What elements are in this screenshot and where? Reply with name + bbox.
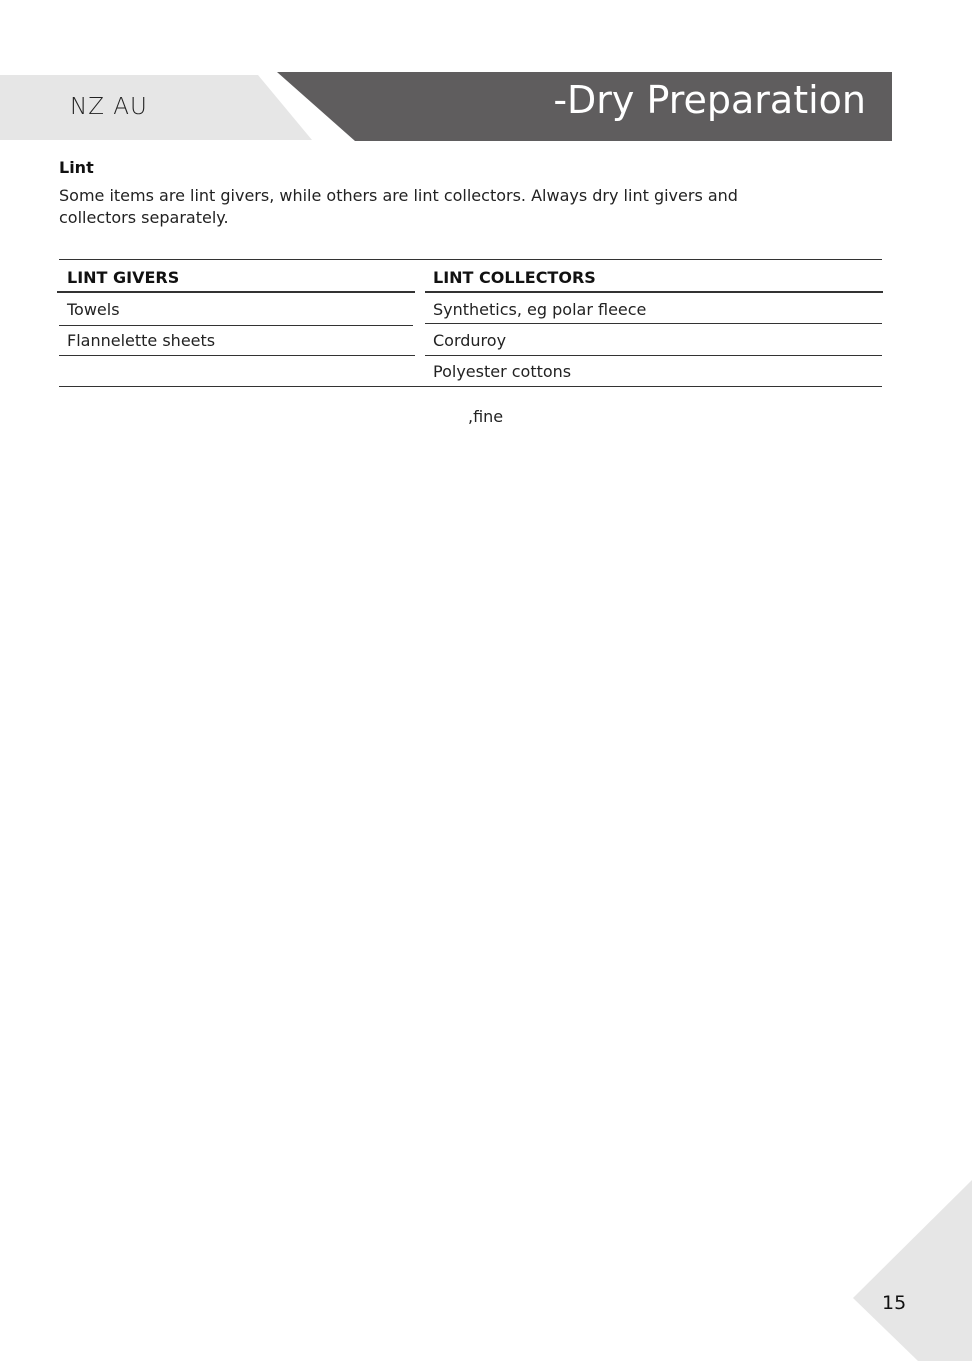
section-heading: Lint <box>59 158 94 177</box>
collector-item: Polyester cottons <box>433 362 572 381</box>
header-rule-left <box>57 291 415 293</box>
corner-tab <box>853 1180 972 1361</box>
collector-item: Synthetics, eg polar fleece <box>433 300 647 319</box>
table-bottom-rule <box>59 386 882 387</box>
header-lint-givers: LINT GIVERS <box>67 268 180 287</box>
header-lint-collectors: LINT COLLECTORS <box>433 268 596 287</box>
table-top-rule <box>59 259 882 260</box>
collector-item: Corduroy <box>433 331 507 350</box>
header-rule-right <box>425 291 883 293</box>
stray-text: ,fine <box>468 407 504 426</box>
row-rule-right <box>425 323 882 324</box>
region-tab <box>0 75 330 140</box>
giver-item: Flannelette sheets <box>67 331 216 350</box>
page-number: 15 <box>882 1292 907 1314</box>
page-title: -Dry Preparation <box>553 78 866 122</box>
row-rule-left <box>59 325 413 326</box>
row-rule-right <box>425 355 882 356</box>
intro-paragraph: Some items are lint givers, while others are lint collectors. Always dry lint givers and collectors separately. <box>59 186 738 227</box>
region-label: NZ AU <box>70 94 148 120</box>
giver-item: Towels <box>67 300 120 319</box>
row-rule-left <box>59 355 415 356</box>
